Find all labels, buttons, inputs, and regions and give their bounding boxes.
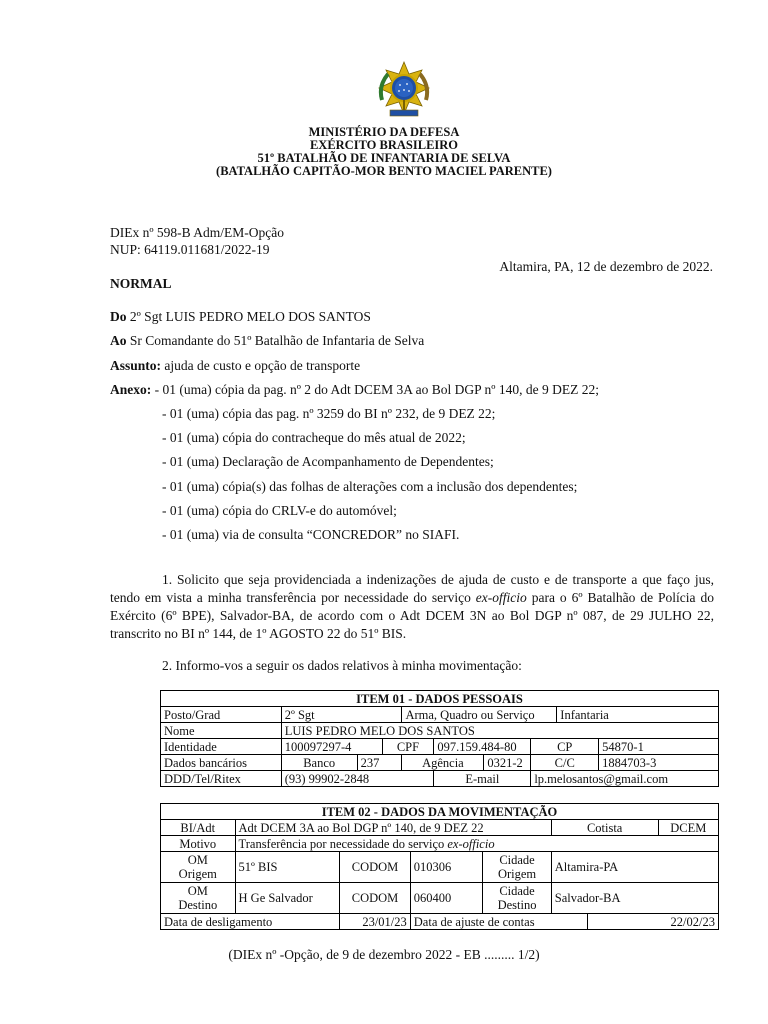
cp-label: CP	[531, 739, 599, 755]
codom-origem-label: CODOM	[340, 852, 411, 883]
arma-label: Arma, Quadro ou Serviço	[402, 707, 557, 723]
om-origem-label-1: OM	[187, 853, 208, 867]
subject-value: ajuda de custo e opção de transporte	[161, 358, 361, 373]
motivo-italic: ex-officio	[447, 836, 495, 851]
motivo-label: Motivo	[161, 836, 236, 852]
place-date: Altamira, PA, 12 de dezembro de 2022.	[499, 259, 713, 274]
movement-data-table	[160, 803, 719, 930]
table-row	[161, 836, 719, 852]
agencia-label: Agência	[402, 755, 484, 771]
ajuste-value: 22/02/23	[588, 914, 719, 930]
table-row	[161, 852, 719, 883]
cidade-destino-value: Salvador-BA	[551, 883, 718, 914]
arma-value: Infantaria	[557, 707, 719, 723]
cidade-origem-label	[483, 852, 551, 883]
annex-label: Anexo:	[110, 382, 152, 397]
annex-item: - 01 (uma) Declaração de Acompanhamento de Dependentes;	[162, 454, 494, 469]
cidade-destino-label-2: Destino	[497, 898, 537, 912]
identidade-value: 100097297-4	[281, 739, 382, 755]
from-value: 2º Sgt LUIS PEDRO MELO DOS SANTOS	[126, 309, 371, 324]
header-army: EXÉRCITO BRASILEIRO	[309, 138, 459, 152]
page-footer: (DIEx nº -Opção, de 9 de dezembro 2022 - EB ......... 1/2)	[228, 947, 540, 962]
cidade-origem-label-2: Origem	[497, 867, 537, 881]
agencia-value: 0321-2	[484, 755, 531, 771]
table-row	[161, 771, 719, 787]
table-row	[161, 820, 719, 836]
cpf-label: CPF	[382, 739, 434, 755]
cpf-value: 097.159.484-80	[434, 739, 531, 755]
ajuste-label: Data de ajuste de contas	[410, 914, 587, 930]
header-battalion: 51º BATALHÃO DE INFANTARIA DE SELVA	[257, 151, 511, 165]
table-row	[161, 723, 719, 739]
diex-number: DIEx nº 598-B Adm/EM-Opção	[110, 225, 285, 240]
paragraph-1-italic: ex-officio	[475, 590, 527, 605]
table-row	[161, 804, 719, 820]
tel-value: (93) 99902-2848	[281, 771, 434, 787]
table-row	[161, 707, 719, 723]
cotista-label: Cotista	[551, 820, 658, 836]
subject-line	[110, 357, 360, 374]
banco-word: Banco	[281, 755, 357, 771]
nome-value: LUIS PEDRO MELO DOS SANTOS	[281, 723, 718, 739]
subject-label: Assunto:	[110, 358, 162, 373]
annex-item: - 01 (uma) cópia do contracheque do mês atual de 2022;	[162, 430, 466, 445]
cidade-origem-label-1: Cidade	[499, 853, 535, 867]
cidade-origem-value: Altamira-PA	[551, 852, 718, 883]
item2-title: ITEM 02 - DADOS DA MOVIMENTAÇÃO	[161, 804, 719, 820]
paragraph-1	[110, 571, 714, 643]
om-destino-label	[161, 883, 236, 914]
to-value: Sr Comandante do 51º Batalhão de Infantaria de Selva	[126, 333, 425, 348]
cc-value: 1884703-3	[599, 755, 719, 771]
to-label: Ao	[110, 333, 127, 348]
om-origem-label	[161, 852, 236, 883]
cc-label: C/C	[531, 755, 599, 771]
codom-origem-value: 010306	[410, 852, 483, 883]
coat-of-arms-emblem	[376, 60, 432, 120]
desligamento-label: Data de desligamento	[161, 914, 340, 930]
personal-data-table	[160, 690, 719, 787]
bi-value: Adt DCEM 3A ao Bol DGP nº 140, de 9 DEZ 22	[235, 820, 551, 836]
to-line	[110, 332, 424, 349]
banco-value: 237	[357, 755, 402, 771]
paragraph-1-text-b: para o 6º Batalhão de Polícia do Exército (6º BPE), Salvador-BA, de acordo com o Adt DCEM 3N ao Bol DGP nº 087, de 29 JULHO 22, transcrito no BI nº 144, de 1º AGOSTO 22 do 51º BIS.	[110, 590, 714, 641]
banco-label: Dados bancários	[161, 755, 282, 771]
priority-label: NORMAL	[110, 276, 172, 291]
annex-item: - 01 (uma) cópia da pag. nº 2 do Adt DCEM 3A ao Bol DGP nº 140, de 9 DEZ 22;	[151, 382, 599, 397]
motivo-value	[235, 836, 718, 852]
email-label: E-mail	[434, 771, 531, 787]
from-label: Do	[110, 309, 127, 324]
annex-item: - 01 (uma) cópia das pag. nº 3259 do BI nº 232, de 9 DEZ 22;	[162, 406, 496, 421]
desligamento-value: 23/01/23	[340, 914, 411, 930]
motivo-text: Transferência por necessidade do serviço	[238, 836, 448, 851]
posto-value: 2º Sgt	[281, 707, 402, 723]
annex-item: - 01 (uma) cópia do CRLV-e do automóvel;	[162, 503, 397, 518]
cp-value: 54870-1	[599, 739, 719, 755]
item1-title: ITEM 01 - DADOS PESSOAIS	[161, 691, 719, 707]
nome-label: Nome	[161, 723, 282, 739]
identidade-label: Identidade	[161, 739, 282, 755]
table-row	[161, 691, 719, 707]
annex-line	[110, 381, 599, 398]
cidade-destino-label	[483, 883, 551, 914]
nup-number: NUP: 64119.011681/2022-19	[110, 242, 270, 257]
posto-label: Posto/Grad	[161, 707, 282, 723]
om-origem-label-2: Origem	[178, 867, 217, 881]
email-value: lp.melosantos@gmail.com	[531, 771, 719, 787]
header-ministry: MINISTÉRIO DA DEFESA	[308, 125, 460, 139]
table-row	[161, 883, 719, 914]
from-line	[110, 308, 371, 325]
om-destino-value: H Ge Salvador	[235, 883, 340, 914]
annex-item: - 01 (uma) via de consulta “CONCREDOR” no SIAFI.	[162, 527, 460, 542]
table-row	[161, 739, 719, 755]
om-destino-label-1: OM	[187, 884, 208, 898]
annex-item: - 01 (uma) cópia(s) das folhas de alterações com a inclusão dos dependentes;	[162, 479, 578, 494]
tel-label: DDD/Tel/Ritex	[161, 771, 282, 787]
codom-destino-value: 060400	[410, 883, 483, 914]
header-battalion-name: (BATALHÃO CAPITÃO-MOR BENTO MACIEL PARENTE)	[216, 164, 552, 178]
paragraph-2: 2. Informo-vos a seguir os dados relativos à minha movimentação:	[162, 658, 522, 673]
cotista-value: DCEM	[658, 820, 718, 836]
paragraph-1-text-a: 1. Solicito que seja providenciada a indenizações de ajuda de custo e de transporte a que faço jus, tendo em vista a minha transferência por necessidade do serviço	[110, 572, 714, 605]
cidade-destino-label-1: Cidade	[499, 884, 535, 898]
table-row	[161, 755, 719, 771]
om-destino-label-2: Destino	[178, 898, 218, 912]
table-row	[161, 914, 719, 930]
bi-label: BI/Adt	[161, 820, 236, 836]
om-origem-value: 51º BIS	[235, 852, 340, 883]
codom-destino-label: CODOM	[340, 883, 411, 914]
